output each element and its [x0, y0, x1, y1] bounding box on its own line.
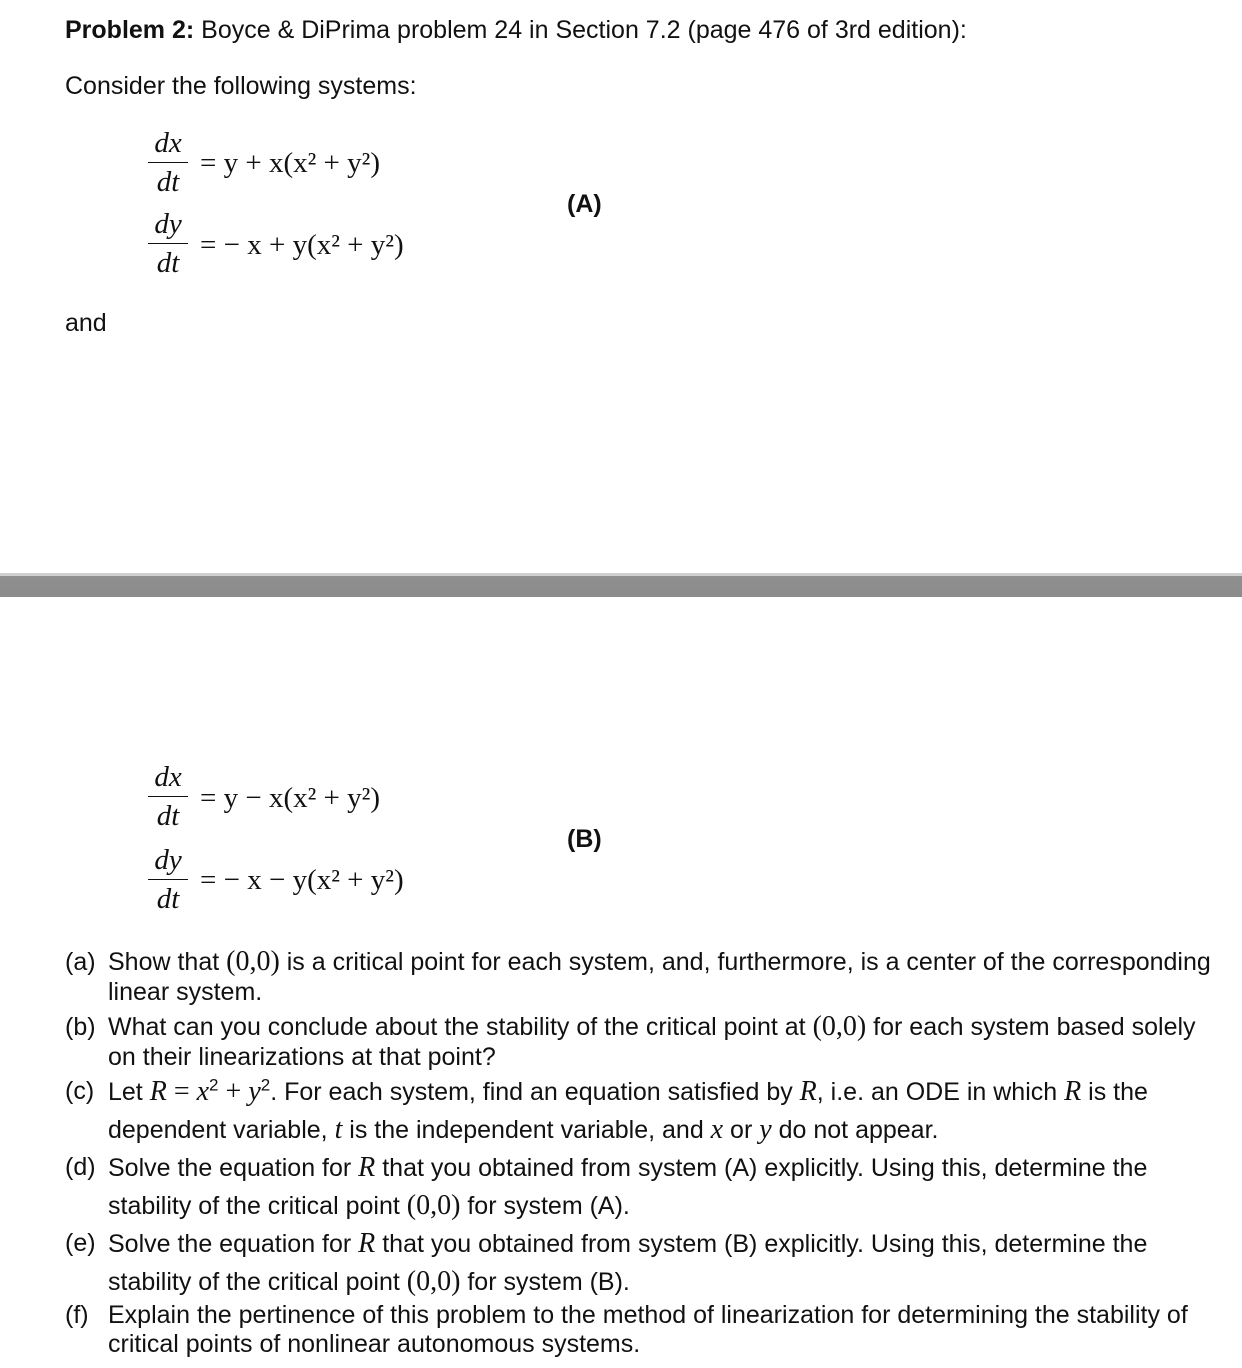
system-b-eq2-rhs [200, 863, 404, 897]
system-b-eq1-num: dx [154, 761, 182, 793]
question-e-math-point: (0,0) [406, 1266, 461, 1297]
system-a-eq1-den: dt [148, 162, 188, 201]
system-a-eq1-lhs [148, 126, 188, 201]
system-a-eq1-rhs [200, 146, 380, 180]
system-a-eq2-den: dt [148, 243, 188, 282]
question-e-tag: (e) [65, 1229, 96, 1257]
question-c-text-3: , i.e. an ODE in which [816, 1078, 1065, 1106]
question-c-math-x: x [196, 1076, 210, 1107]
question-c-math-t: t [334, 1114, 343, 1145]
question-d-tag: (d) [65, 1153, 96, 1181]
question-b-text-2: for each system based solely on their linearizations at that point? [108, 1013, 1196, 1071]
problem-heading-bold: Problem 2: [65, 16, 195, 44]
question-a-math-1: (0,0) [226, 946, 280, 977]
question-f-text-1: Explain the pertinence of this problem to the method of linearization for determining the stability of critical points of nonlinear autonomous systems. [108, 1301, 1188, 1358]
question-list [65, 947, 1225, 1359]
system-a-eq2-num: dy [154, 208, 182, 240]
question-c-math-y2: y [759, 1114, 772, 1145]
question-a [65, 947, 1225, 1007]
question-c-text-7: do not appear. [771, 1116, 939, 1144]
system-b-eq2-lhs [148, 843, 188, 918]
question-d-math-point: (0,0) [406, 1190, 461, 1221]
question-d-text-2: that you obtained from system (A) explicitly. Using this, determine the stability of the critical point [108, 1154, 1148, 1220]
system-b-eq2-den: dt [148, 879, 188, 918]
question-c-tag: (c) [65, 1077, 95, 1105]
question-c-text-2: . For each system, find an equation satisfied by [270, 1078, 800, 1106]
question-c-sup-2: 2 [260, 1075, 271, 1095]
system-b-eq2-rhs-text: = − x − y(x² + y²) [200, 864, 404, 896]
question-c-sup-1: 2 [209, 1075, 219, 1095]
page-divider [0, 573, 1242, 597]
system-a-label: (A) [567, 190, 602, 218]
system-b-eq2-num: dy [154, 844, 182, 876]
question-c-text-1: Let [108, 1078, 150, 1106]
question-d-math-r: R [358, 1152, 376, 1183]
system-a-eq1-rhs-text: = y + x(x² + y²) [200, 147, 381, 179]
system-a-eq2-rhs [200, 228, 404, 262]
system-b-label: (B) [567, 825, 602, 853]
problem-heading-rest: Boyce & DiPrima problem 24 in Section 7.2 (page 476 of 3rd edition): [194, 16, 967, 44]
question-f [65, 1301, 1225, 1359]
question-f-tag: (f) [65, 1301, 89, 1329]
question-d-text-3: for system (A). [460, 1192, 630, 1220]
question-c-math-eq: = [166, 1076, 197, 1107]
question-a-text-2: is a critical point for each system, and, furthermore, is a center of the corresponding linear system. [108, 948, 1211, 1006]
question-c-math-y: y [248, 1076, 261, 1107]
question-c-math-x2: x [710, 1114, 724, 1145]
question-e-math-r: R [358, 1228, 376, 1259]
question-c-math-r2: R [799, 1076, 817, 1107]
question-e [65, 1225, 1225, 1301]
system-b-eq1-rhs-text: = y − x(x² + y²) [200, 782, 381, 814]
question-c [65, 1073, 1225, 1149]
question-c-text-4: is the dependent variable, [108, 1078, 1148, 1144]
question-e-text-3: for system (B). [460, 1268, 630, 1296]
system-b-eq1-den: dt [148, 796, 188, 835]
question-c-math-r3: R [1064, 1076, 1082, 1107]
question-b-tag: (b) [65, 1013, 96, 1041]
problem-heading [65, 14, 967, 46]
question-c-text-5: is the independent variable, and [342, 1116, 711, 1144]
system-a-eq2-lhs [148, 207, 188, 282]
connector-text: and [65, 309, 107, 337]
intro-text: Consider the following systems: [65, 72, 417, 100]
question-e-text-2: that you obtained from system (B) explicitly. Using this, determine the stability of the critical point [108, 1230, 1148, 1296]
question-c-math-r: R [149, 1076, 167, 1107]
question-a-text-1: Show that [108, 948, 227, 976]
question-d [65, 1149, 1225, 1225]
system-a-eq1-num: dx [154, 127, 182, 159]
question-c-math-plus: + [218, 1076, 249, 1107]
question-b-math-1: (0,0) [812, 1011, 867, 1042]
system-a-eq2-rhs-text: = − x + y(x² + y²) [200, 229, 404, 261]
question-d-text-1: Solve the equation for [108, 1154, 359, 1182]
question-b-text-1: What can you conclude about the stability of the critical point at [108, 1013, 813, 1041]
system-b-eq1-rhs [200, 781, 380, 815]
system-b-eq1-lhs [148, 760, 188, 835]
question-c-text-6: or [723, 1116, 760, 1144]
question-e-text-1: Solve the equation for [108, 1230, 359, 1258]
question-b [65, 1012, 1225, 1072]
question-a-tag: (a) [65, 948, 96, 976]
